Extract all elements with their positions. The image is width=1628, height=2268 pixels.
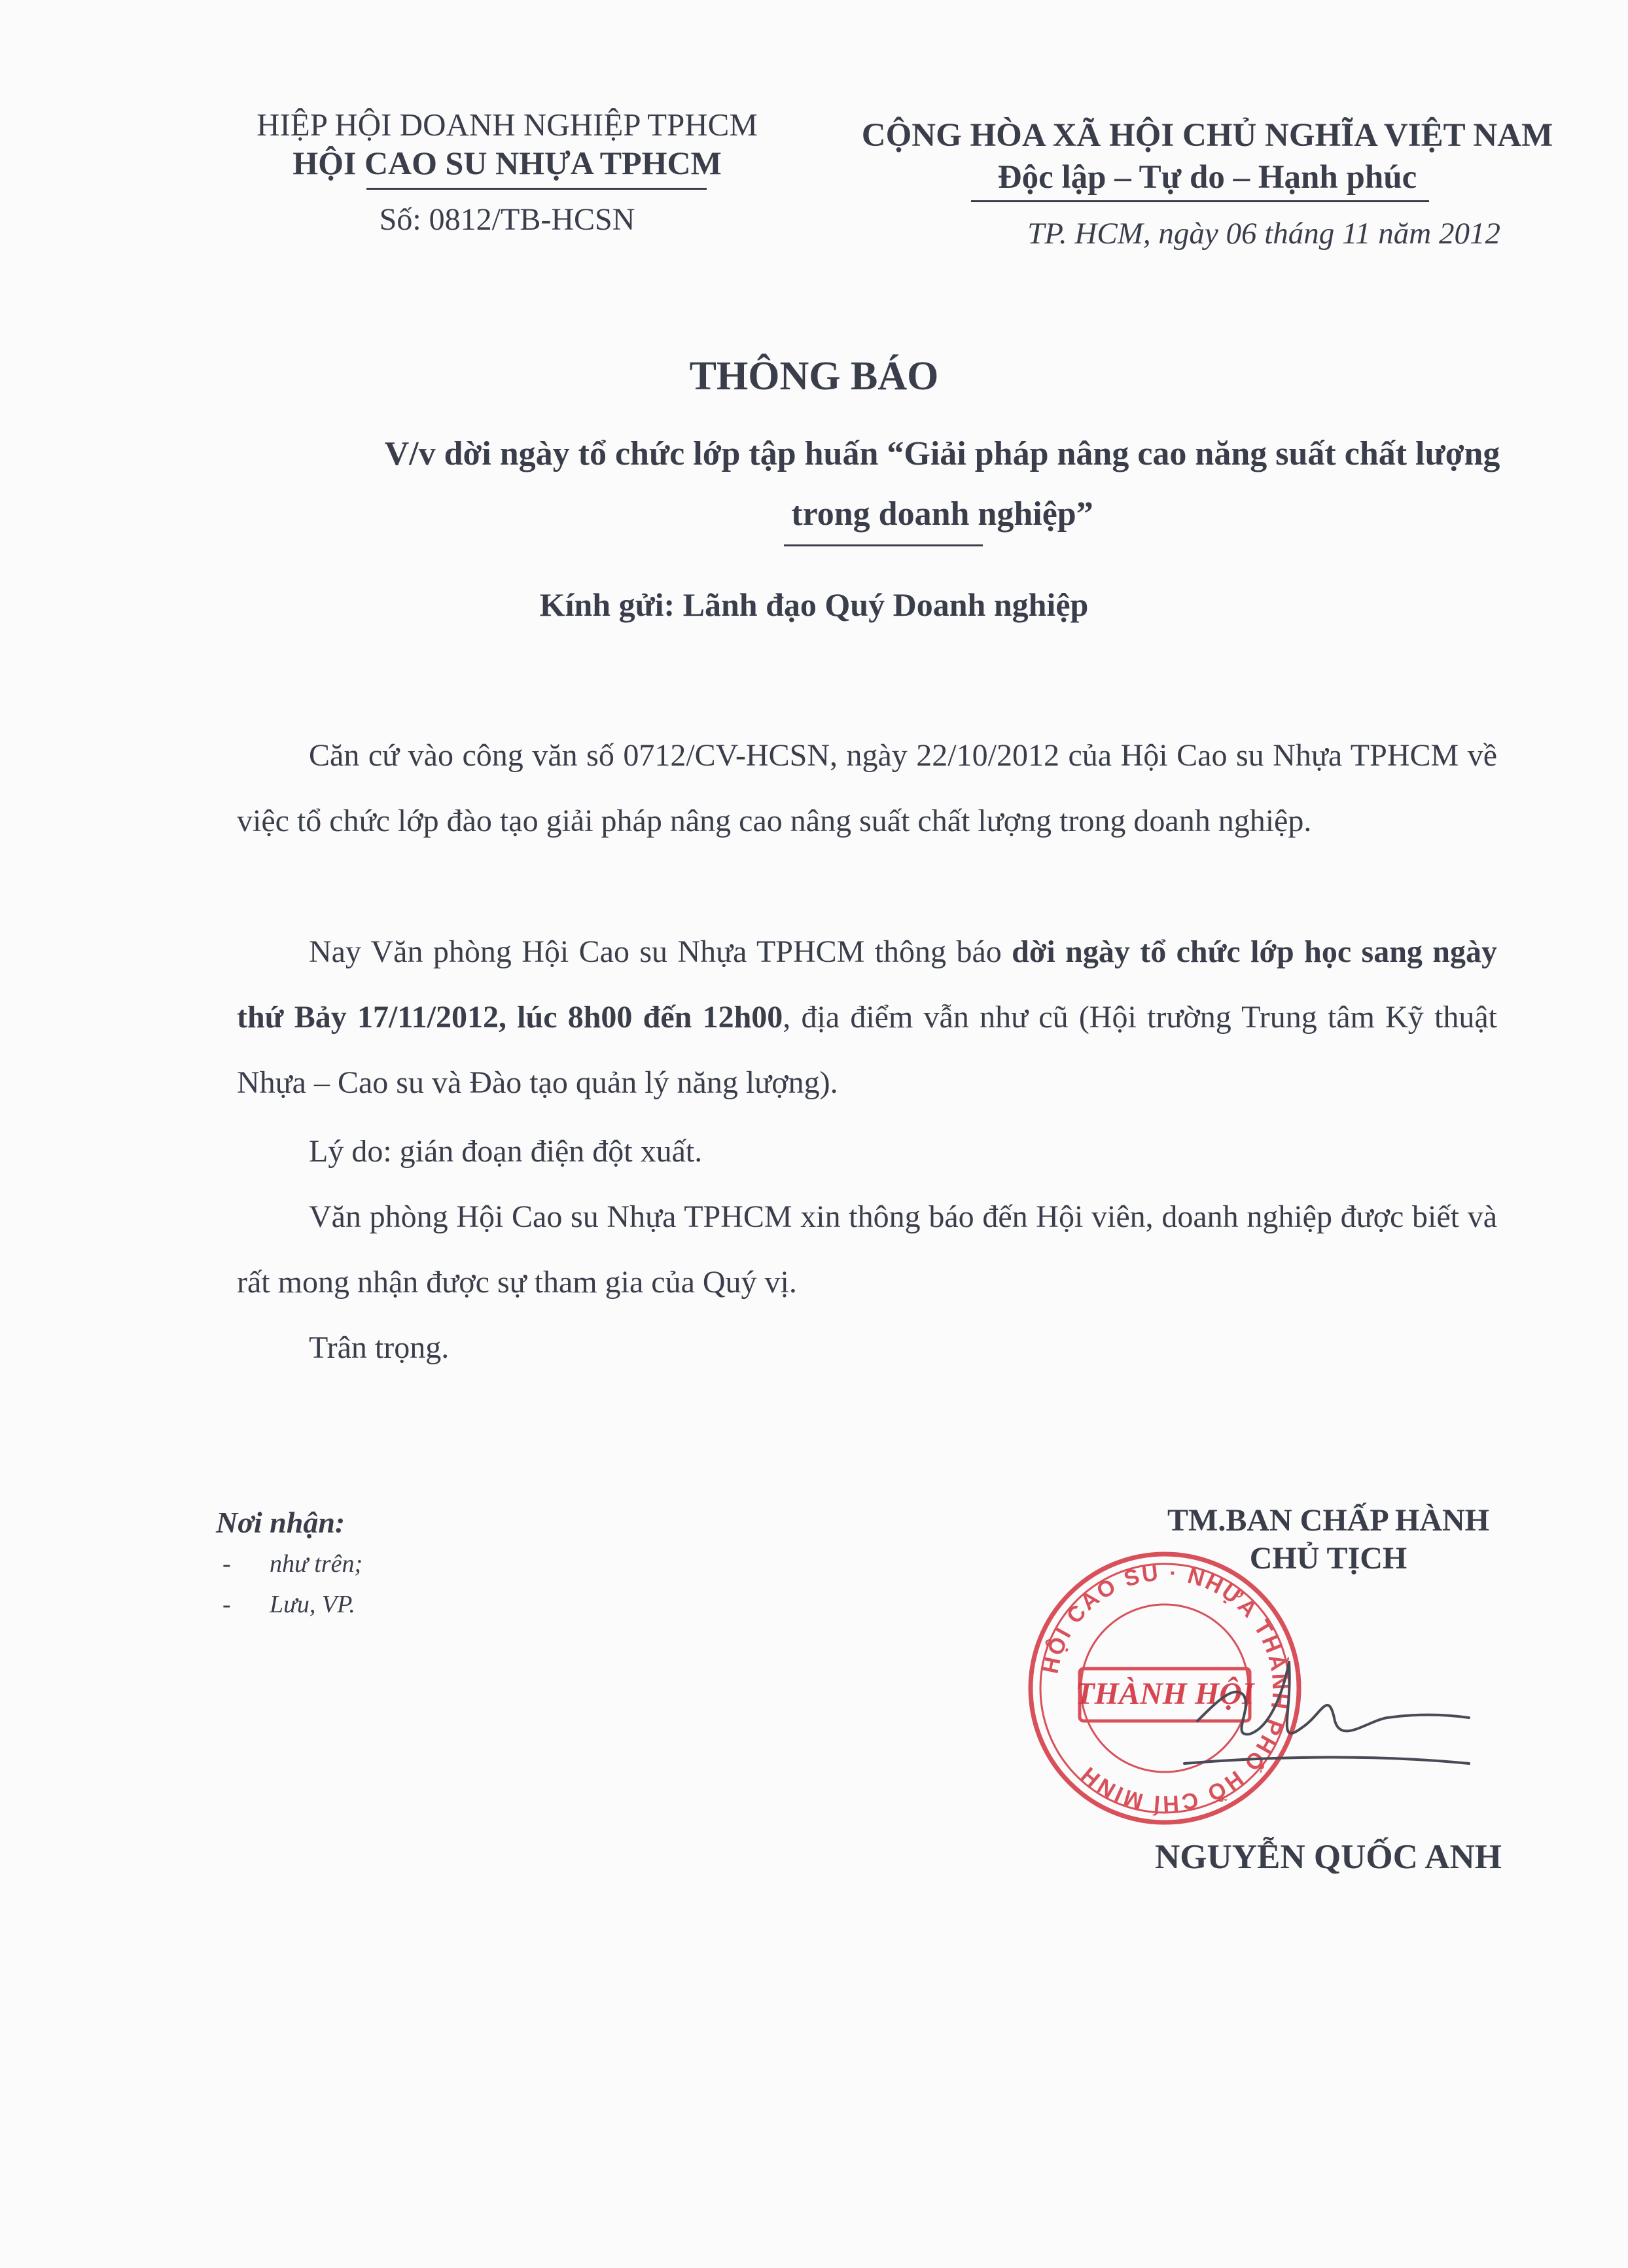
document-subject: V/v dời ngày tổ chức lớp tập huấn “Giải pháp nâng cao năng suất chất lượng trong doanh nghiệp” <box>384 435 1500 533</box>
motto-underline <box>971 200 1429 202</box>
body-paragraph-1 <box>237 723 1497 854</box>
body-paragraph-3: Lý do: gián đoạn điện đột xuất. <box>309 1134 703 1169</box>
recipient-item-text: Lưu, VP. <box>270 1591 355 1618</box>
organization-name: HỘI CAO SU NHỰA TPHCM <box>292 145 722 181</box>
signer-name: NGUYỄN QUỐC ANH <box>1154 1838 1502 1876</box>
document-number: Số: 0812/TB-HCSN <box>379 202 635 237</box>
body-paragraph-2-end: , địa điểm vẫn như cũ (Hội trường Trung tâm Kỹ thuật Nhựa – Cao su và Đào tạo quản lý năng lượng). <box>237 1000 1497 1100</box>
recipient-item: - Lưu, VP. <box>222 1591 355 1618</box>
subject-divider <box>784 544 983 546</box>
closing-phrase: Trân trọng. <box>309 1330 450 1365</box>
signer-role: TM.BAN CHẤP HÀNH <box>1167 1503 1489 1538</box>
org-underline <box>366 188 707 190</box>
body-paragraph-4-text: Văn phòng Hội Cao su Nhựa TPHCM xin thông báo đến Hội viên, doanh nghiệp được biết và rất mong nhận được sự tham gia của Quý vị. <box>237 1199 1497 1300</box>
recipient-item-text: như trên; <box>270 1550 363 1578</box>
body-paragraph-4 <box>237 1184 1497 1315</box>
handwritten-signature <box>1171 1623 1472 1813</box>
greeting: Kính gửi: Lãnh đạo Quý Doanh nghiệp <box>539 586 1089 623</box>
parent-organization: HIỆP HỘI DOANH NGHIỆP TPHCM <box>257 107 758 143</box>
recipient-item: - như trên; <box>222 1550 363 1578</box>
body-paragraph-2-start: Nay Văn phòng Hội Cao su Nhựa TPHCM thông báo <box>309 934 1012 969</box>
signer-title: CHỦ TỊCH <box>1249 1541 1407 1576</box>
republic-name: CỘNG HÒA XÃ HỘI CHỦ NGHĨA VIỆT NAM <box>861 117 1553 154</box>
recipients-title: Nơi nhận: <box>216 1506 345 1539</box>
place-and-date: TP. HCM, ngày 06 tháng 11 năm 2012 <box>1027 217 1500 251</box>
seal-ring-text: HỘI CAO SU · NHỰA THÀNH PHỐ HỒ CHÍ MINH <box>1038 1560 1293 1816</box>
body-paragraph-2 <box>237 919 1497 1116</box>
document-title: THÔNG BÁO <box>689 354 939 399</box>
seal-center-text: THÀNH HỘI <box>1075 1676 1254 1711</box>
body-paragraph-2-highlight: dời ngày tổ chức lớp học sang ngày thứ Bảy 17/11/2012, lúc 8h00 đến 12h00 <box>237 934 1498 1035</box>
national-motto: Độc lập – Tự do – Hạnh phúc <box>997 159 1417 196</box>
body-paragraph-1-text: Căn cứ vào công văn số 0712/CV-HCSN, ngày 22/10/2012 của Hội Cao su Nhựa TPHCM về việc tổ chức lớp đào tạo giải pháp nâng cao nâng suất chất lượng trong doanh nghiệp. <box>237 738 1497 838</box>
